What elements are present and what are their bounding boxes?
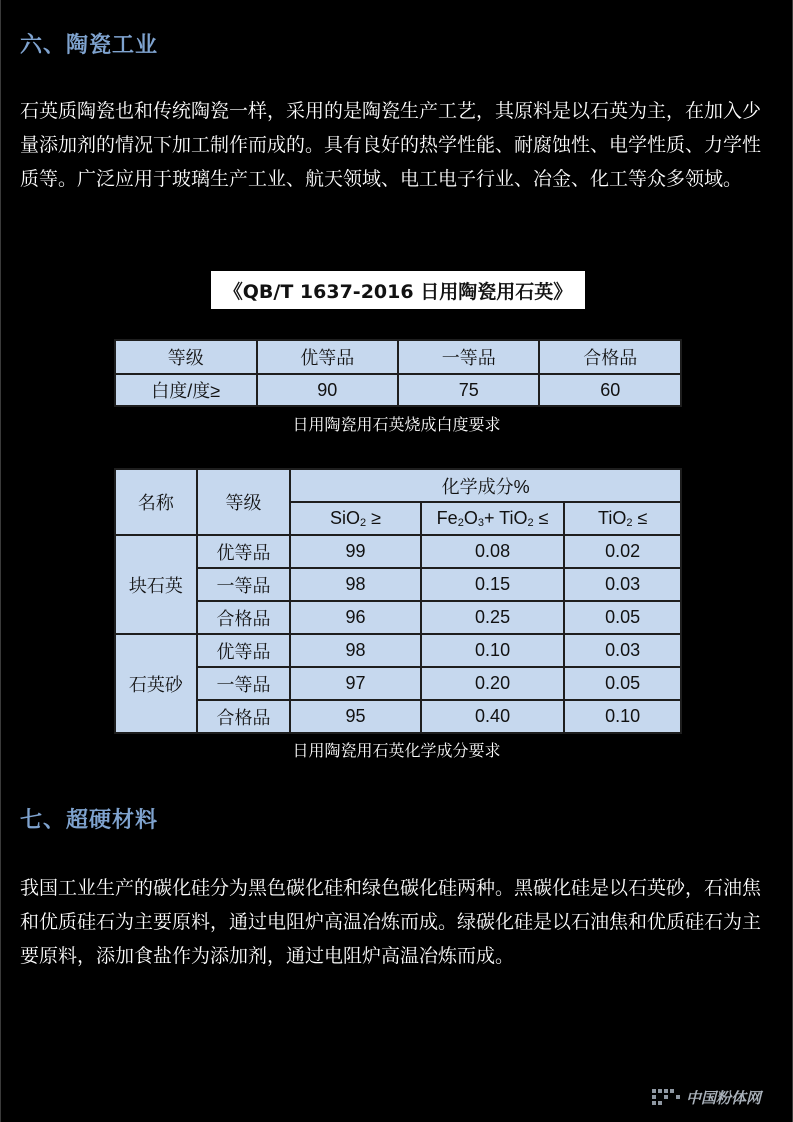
chemical-table-caption: 日用陶瓷用石英化学成分要求 [292, 741, 501, 760]
powder-network-logo-icon [650, 1086, 682, 1108]
sio2-cell: 98 [290, 568, 421, 601]
group-name-cell: 块石英 [115, 535, 197, 634]
sio2-cell: 97 [290, 667, 421, 700]
superhard-paragraph: 我国工业生产的碳化硅分为黑色碳化硅和绿色碳化硅两种。黑碳化硅是以石英砂，石油焦和优质硅石为主要原料，通过电阻炉高温冶炼而成。绿碳化硅是以石油焦和优质硅石为主要原料，添加食盐作为添加剂，通过电阻炉高温冶炼而成。 [20, 877, 762, 967]
table-header-cell: 一等品 [398, 340, 539, 374]
sio2-cell: 99 [290, 535, 421, 568]
fe-ti-cell: 0.40 [421, 700, 565, 733]
table-row [115, 568, 681, 601]
col-header-chemical-group: 化学成分% [290, 469, 681, 502]
grade-cell: 合格品 [197, 601, 291, 634]
whiteness-table-caption: 日用陶瓷用石英烧成白度要求 [292, 415, 501, 434]
standard-title: 《QB/T 1637-2016 日用陶瓷用石英》 [211, 271, 585, 309]
table-cell: 60 [539, 374, 681, 406]
table-row [115, 535, 681, 568]
table-header-cell: 合格品 [539, 340, 681, 374]
grade-cell: 优等品 [197, 535, 291, 568]
col-header-sio2: SiO$_2$ ≥ [290, 502, 421, 535]
chemical-table [114, 468, 682, 734]
grade-cell: 一等品 [197, 667, 291, 700]
sio2-cell: 98 [290, 634, 421, 667]
section-heading-ceramics: 六、陶瓷工业 [20, 33, 159, 58]
sio2-cell: 96 [290, 601, 421, 634]
fe-ti-cell: 0.15 [421, 568, 565, 601]
col-header-name: 名称 [115, 469, 197, 535]
table-cell: 白度/度≥ [115, 374, 257, 406]
table-row [115, 700, 681, 733]
watermark [650, 1086, 761, 1108]
fe-ti-cell: 0.25 [421, 601, 565, 634]
table-row [115, 667, 681, 700]
group-name-cell: 石英砂 [115, 634, 197, 733]
fe-ti-cell: 0.10 [421, 634, 565, 667]
col-header-fe2o3-tio2: $Fe_2O_3+ TiO_2$ ≤ [421, 502, 565, 535]
grade-cell: 一等品 [197, 568, 291, 601]
watermark-text: 中国粉体网 [686, 1088, 762, 1107]
table-header-cell: 等级 [115, 340, 257, 374]
col-header-grade: 等级 [197, 469, 291, 535]
grade-cell: 优等品 [197, 634, 291, 667]
table-cell: 75 [398, 374, 539, 406]
table-row [115, 601, 681, 634]
tio2-cell: 0.02 [564, 535, 681, 568]
tio2-cell: 0.10 [564, 700, 681, 733]
tio2-cell: 0.05 [564, 601, 681, 634]
tio2-cell: 0.05 [564, 667, 681, 700]
grade-cell: 合格品 [197, 700, 291, 733]
table-cell: 90 [257, 374, 398, 406]
table-header-cell: 优等品 [257, 340, 398, 374]
fe-ti-cell: 0.20 [421, 667, 565, 700]
whiteness-table [114, 339, 682, 407]
col-header-tio2: TiO$_2$ ≤ [564, 502, 681, 535]
section-heading-superhard: 七、超硬材料 [20, 808, 159, 833]
sio2-cell: 95 [290, 700, 421, 733]
table-row [115, 634, 681, 667]
fe-ti-cell: 0.08 [421, 535, 565, 568]
ceramics-paragraph: 石英质陶瓷也和传统陶瓷一样，采用的是陶瓷生产工艺，其原料是以石英为主，在加入少量添加剂的情况下加工制作而成的。具有良好的热学性能、耐腐蚀性、电学性质、力学性质等。广泛应用于玻璃生产工业、航天领域、电工电子行业、冶金、化工等众多领域。 [20, 100, 762, 190]
tio2-cell: 0.03 [564, 568, 681, 601]
tio2-cell: 0.03 [564, 634, 681, 667]
